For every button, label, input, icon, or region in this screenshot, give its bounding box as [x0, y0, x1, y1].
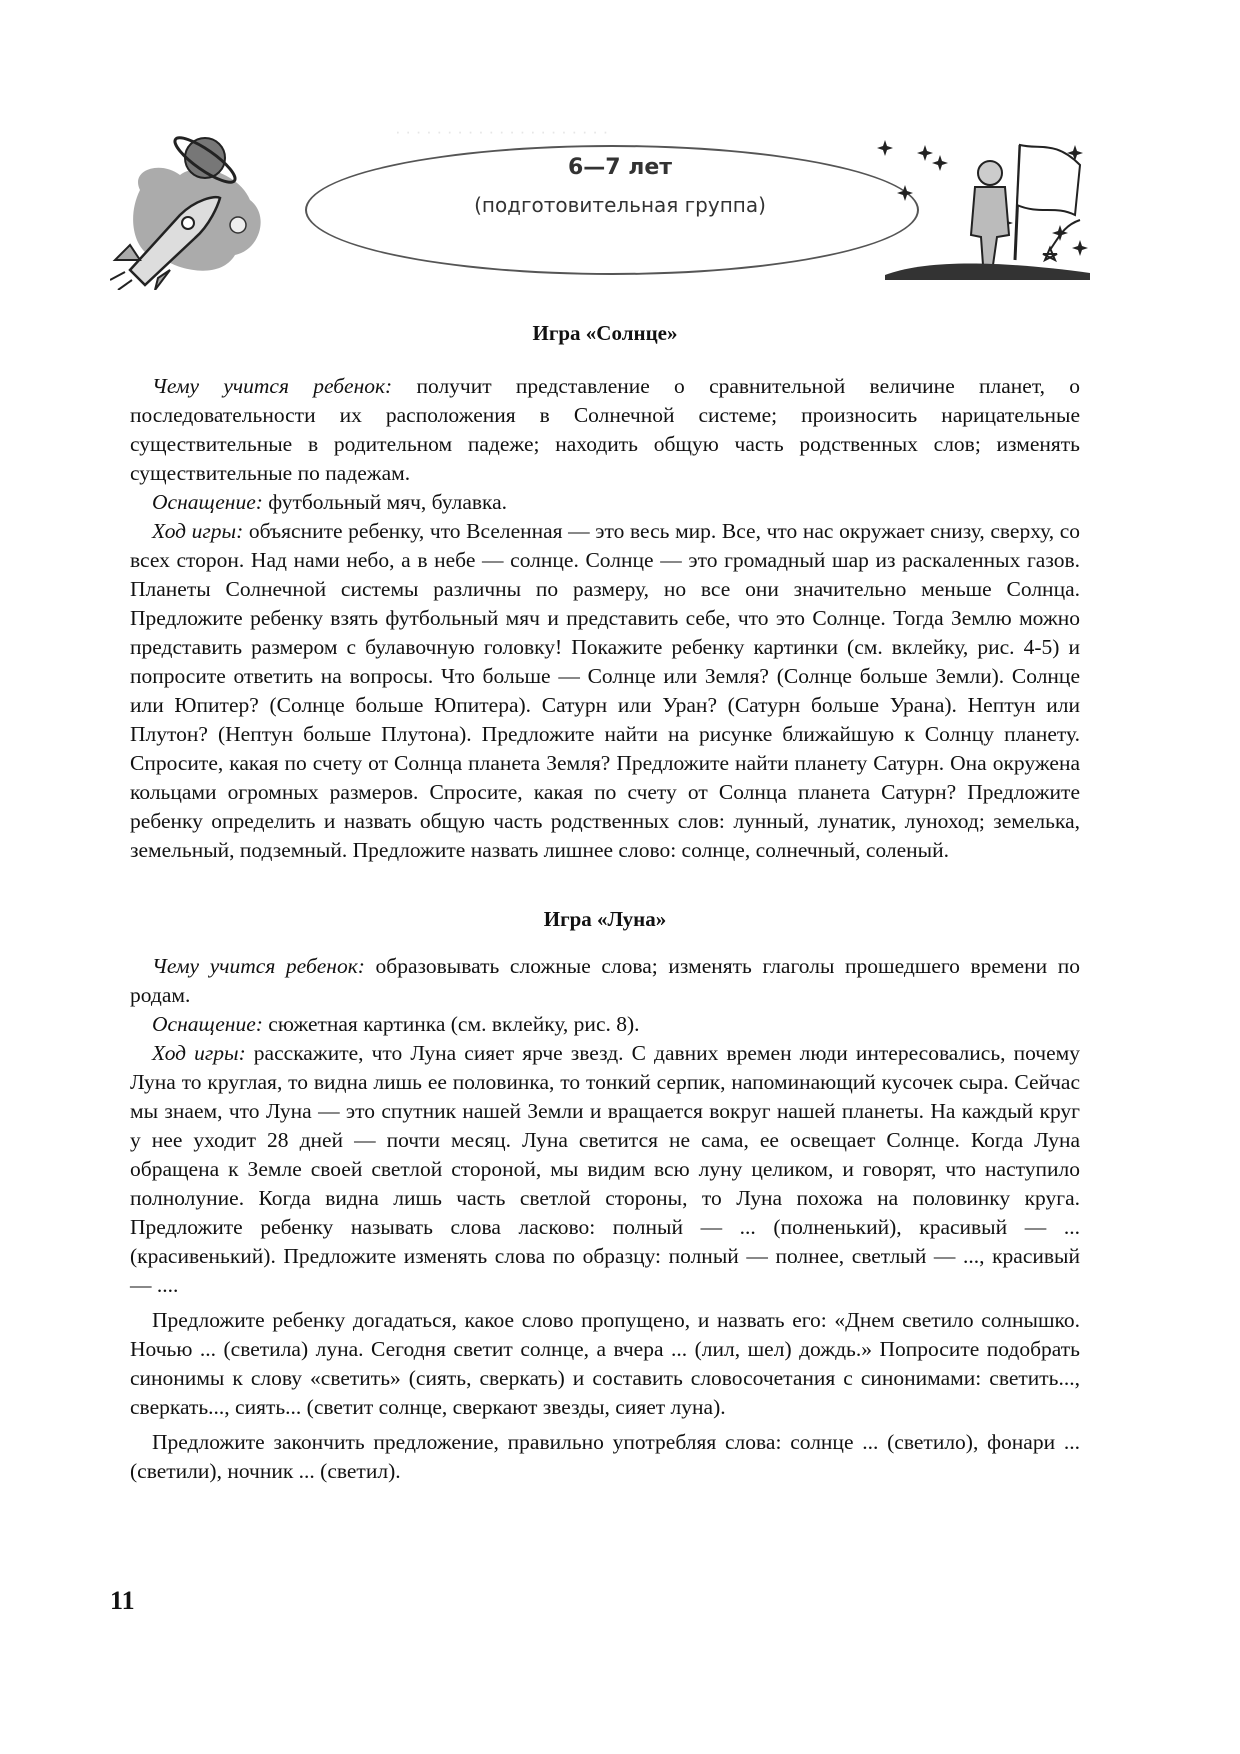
bleed-through-text: · · · · · · · · · · · · · · · · · · · · · [395, 122, 609, 141]
paragraph-text: образовывать сложные слова; изменять глаголы прошедшего времени по родам. [130, 954, 1080, 1007]
age-group-title: 6—7 лет [567, 155, 673, 180]
paragraph-equipment [130, 488, 1080, 517]
section-title-moon: Игра «Луна» [543, 907, 667, 931]
paragraph-text: объясните ребенку, что Вселенная — это весь мир. Все, что нас окружает снизу, сверху, со всех сторон. Над нами небо, а в небе — солнце. Солнце — это громадный шар из раскаленных газов. Планеты Солнечной системы различны по размеру, но все они значительно меньше Солнца. Предложите ребенку взять футбольный мяч и представить себе, что это Солнце. Тогда Землю можно представить размером с булавочную головку! Покажите ребенку картинки (см. вклейку, рис. 4-5) и попросите ответить на вопросы. Что больше — Солнце или Земля? (Солнце больше Земли). Солнце или Юпитер? (Солнце больше Юпитера). Сатурн или Уран? (Сатурн больше Урана). Нептун или Плутон? (Нептун больше Плутона). Предложите найти на рисунке ближайшую к Солнцу планету. Спросите, какая по счету от Солнца планета Земля? Предложите найти планету Сатурн. Она окружена кольцами огромных размеров. Спросите, какая по счету от Солнца планета Сатурн? Предложите ребенку определить и назвать общую часть родственных слов: лунный, лунатик, луноход; земелька, земельный, подземный. Предложите назвать лишнее слово: солнце, солнечный, соленый. [130, 519, 1081, 862]
paragraph-lead: Чему учится ребенок: [152, 374, 393, 398]
flag-icon [1015, 145, 1080, 260]
small-planet-icon [230, 217, 246, 233]
paragraph-lead: Оснащение: [152, 490, 263, 514]
paragraph-lead: Оснащение: [152, 1012, 263, 1036]
astronaut-icon [971, 161, 1009, 265]
document-body [130, 305, 1080, 1486]
moon-surface [885, 263, 1090, 280]
section-title-sun: Игра «Солнце» [532, 321, 678, 345]
paragraph-text: Предложите ребенку догадаться, какое слово пропущено, и назвать его: «Днем светило солнышко. Ночью ... (светила) луна. Сегодня светит солнце, а вчера ... (лил, шел) дождь.» Попросите подобрать синонимы к слову «светить» (сиять, сверкать) и составить словосочетания с синонимами: светить..., сверкать..., сиять... (светит солнце, сверкают звезды, сияет луна). [130, 1308, 1080, 1419]
astronaut-illustration [865, 125, 1090, 280]
paragraph-lead: Чему учится ребенок: [152, 954, 365, 978]
paragraph-procedure [130, 517, 1080, 865]
paragraph-missing-word [130, 1306, 1080, 1422]
paragraph-goal [130, 952, 1080, 1010]
paragraph-text: футбольный мяч, булавка. [262, 490, 508, 514]
paragraph-lead: Ход игры: [152, 1041, 246, 1065]
age-group-subtitle: (подготовительная группа) [474, 193, 766, 217]
paragraph-text: расскажите, что Луна сияет ярче звезд. С давних времен люди интересовались, почему Луна то круглая, то видна лишь ее половинка, то тонкий серпик, напоминающий кусочек сыра. Сейчас мы знаем, что Луна — это спутник нашей Земли и вращается вокруг нашей планеты. На каждый круг у нее уходит 28 дней — почти месяц. Луна светится не сама, ее освещает Солнце. Когда Луна обращена к Земле своей светлой стороной, мы видим всю луну целиком, и говорят, что наступило полнолуние. Когда видна лишь часть светлой стороны, то Луна похожа на половинку круга. Предложите ребенку называть слова ласково: полный — ... (полненький), красивый — ... (красивенький). Предложите изменять слова по образцу: полный — полнее, светлый — ..., красивый — .... [130, 1041, 1080, 1297]
page-number: 11 [110, 1586, 135, 1615]
paragraph-equipment [130, 1010, 1080, 1039]
paragraph-text: Предложите закончить предложение, правильно употребляя слова: солнце ... (светило), фонари ... (светили), ночник ... (светил). [130, 1430, 1080, 1483]
comet-icon [1043, 220, 1080, 260]
paragraph-text: сюжетная картинка (см. вклейку, рис. 8). [262, 1012, 640, 1036]
paragraph-lead: Ход игры: [152, 519, 244, 543]
paragraph-goal [130, 372, 1080, 488]
paragraph-text: получит представление о сравнительной величине планет, о последовательности их расположения в Солнечной системе; произносить нарицательные существительные в родительном падеже; находить общую часть родственных слов; изменять существительные по падежам. [130, 374, 1080, 485]
paragraph-finish-sentence [130, 1428, 1080, 1486]
paragraph-procedure [130, 1039, 1080, 1300]
